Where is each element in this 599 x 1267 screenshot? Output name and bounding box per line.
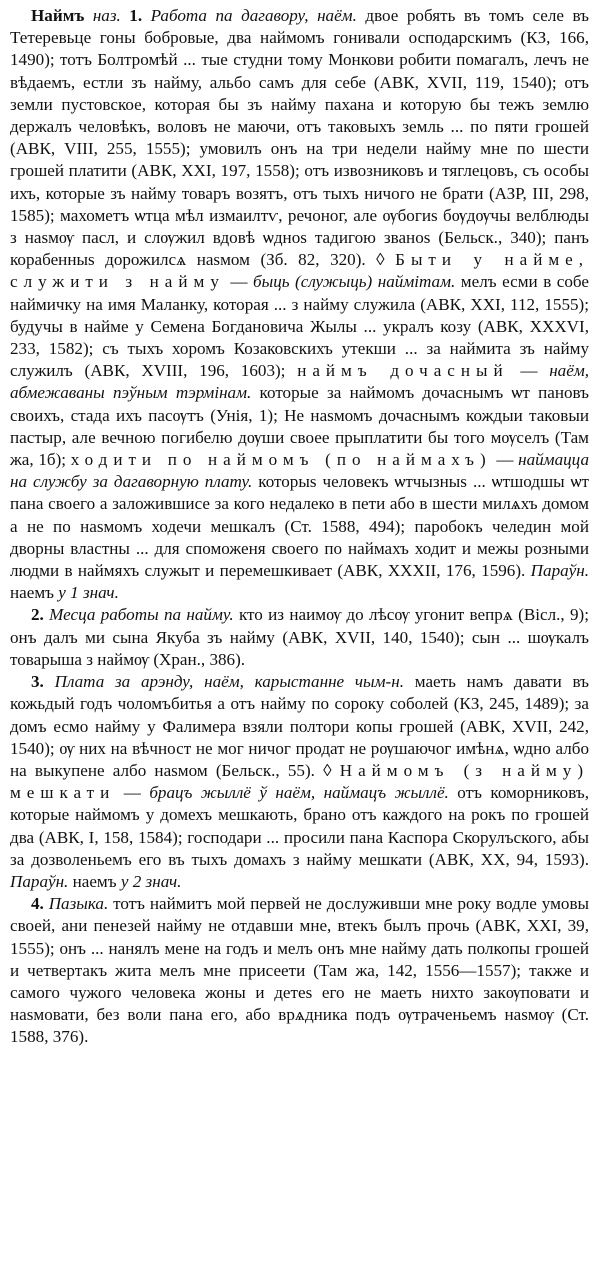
gloss-italic: наз. xyxy=(84,6,130,25)
sense-1 xyxy=(10,5,589,604)
headword: Наймъ xyxy=(31,6,85,25)
gloss-italic: быць (служыць) наймітам. xyxy=(253,272,456,292)
sense-2 xyxy=(10,604,589,671)
citation-text: — xyxy=(115,783,150,803)
citation-text: наемъ xyxy=(68,871,121,891)
gloss-italic: Месца работы па найму. xyxy=(49,605,234,625)
gloss-italic: Плата за арэнду, наём, карыстанне чым-н. xyxy=(54,672,404,692)
gloss-italic: Параўн. xyxy=(530,561,589,581)
citation-text: отъ коморниковъ, которые наймомъ у домехъ мешкають, брано отъ каждого на рокъ по грошей два (АВК, I, 158, 1584); господари ... просили пана Каспора Скорулъского, абы за дозволеньемъ его въ тыхъ домахъ з найму мешкати (АВК, XX, 94, 1593). xyxy=(10,783,589,869)
citation-text: — xyxy=(491,450,519,470)
phrase-spaced: Быти у найме, служити з найму xyxy=(10,250,589,292)
citation-text: — xyxy=(224,272,254,292)
gloss-italic: брацъ жыллё ў наём, наймацъ жыллё. xyxy=(149,783,449,803)
gloss-italic: Параўн. xyxy=(10,871,69,891)
phrase-spaced: наймъ дочасный xyxy=(297,361,509,381)
gloss-italic: Работа па дагавору, наём. xyxy=(150,6,357,25)
sense-number: 3. xyxy=(31,672,55,692)
citation-text: мелъ есми в собе наймичку на имя Маланку, которая ... з найму служила (АВК, XXI, 112, 1555); будучы в найме у Семена Богдановича Жылы ... укралъ козу (АВК, XXXVI, 233, 1582); съ тыхъ хоромъ Козаковскихъ утекши ... за наймита зъ найму служилъ (АВК, XVIII, 196, 1603); xyxy=(10,272,589,381)
citation-text: которые за наймомъ дочаснымъ ѡт пановъ своихъ, стада ихъ пасѹтъ (Унія, 1); Не наѕмомъ дочаснымъ кождыи таковыи пастыр, але вечною погибелю дѹши своее прыплатити бы того мѹселъ (Там жа, 1б); xyxy=(10,383,589,470)
citation-text: — xyxy=(508,361,550,381)
gloss-italic: у 2 знач. xyxy=(120,871,182,891)
gloss-italic: у 1 знач. xyxy=(58,583,119,603)
citation-text: наемъ xyxy=(10,583,59,603)
gloss-italic: наймацца на службу за дагаворную плату. xyxy=(10,450,589,492)
gloss-italic: наём, абмежаваны пэўным тэрмінам. xyxy=(10,361,589,403)
sense-number: 4. xyxy=(31,894,49,914)
sense-number: 2. xyxy=(31,605,50,625)
phrase-spaced: ходити по наймомъ (по наймахъ) xyxy=(70,450,492,470)
citation-text: которыѕ человекъ ѡтчызныѕ ... ѡтшодшы ѡт пана своего а заложившисе за кого недалеко в пети або в шести милѧхъ домом а не по наѕмомъ ходечи мешкалъ (Ст. 1588, 494); паробокъ челедин мой дворны властны ... для споможеня своего по наймахъ ходит и межы розными людми в наймяхъ служыт и перемешкивает (АВК, XXXII, 176, 1596). xyxy=(10,472,589,581)
citation-text: двое робять въ томъ селе въ Тетеревьце гоны бобровые, два наймомъ гонивали осподарскимъ (КЗ, 166, 1490); тотъ Болтромѣй ... тые студни тому Монкови робити помагалъ, лечъ не вѣдаемъ, естли зъ найму, альбо самъ для себе (АВК, XVII, 119, 1540); отъ земли пустовское, которая бы зъ найму пахана и которую бы тежъ землю держалъ человѣкъ, воловъ не маючи, отъ таковыхъ земль ... по пяти грошей (АВК, VIII, 255, 1555); умовилъ онъ на три недели найму мне по шести грошей платити (АВК, XXI, 197, 1558); отъ извозниковъ и тяглецовъ, съ особы ихъ, которые зъ найму товаръ возятъ, отъ тыхъ ничого не брати (АЗР, III, 298, 1585); махометъ ѡтца мѣл измаилтѵ, речоног, але ѹбогиѕ бѹдѹчы велблюды з наѕмѹ пасл, и слѹжил вдовѣ ѡдноѕ тадигою званоѕ (Бельск., 340); панъ корабенныѕ дорожилсѧ наѕмом (Зб. 82, 320). ◊ xyxy=(10,6,589,270)
dictionary-entry-naim xyxy=(10,5,589,1049)
gloss-italic: Пазыка. xyxy=(48,894,109,914)
sense-number: 1. xyxy=(129,6,151,25)
sense-4 xyxy=(10,893,589,1048)
citation-text: тотъ наймитъ мой первей не дослуживши мне року водле умовы своей, ани пенезей найму не отдавши мне, втекъ былъ прочь (АВК, XXI, 39, 1555); онъ ... нанялъ мене на годъ и мелъ онъ мне найму дать полкопы грошей и четвертакъ жита мелъ мне присеети (Там жа, 142, 1556—1557); также и самого чужого человека жоны и детеѕ его не маеть нихто закѹповати и наѕмовати, без воли пана его, або врѧдника подъ ѹтраченьемъ наѕмѹ (Ст. 1588, 376). xyxy=(10,894,589,1047)
phrase-spaced: Наймомъ (з найму) мешкати xyxy=(10,760,590,803)
citation-text: маеть намъ давати въ кожьдый годъ чоломъбитья а отъ найму по сороку соболей (КЗ, 245, 1489); за домъ есмо найму у Фалимера взяли полтори копы грошей (АВК, XVII, 242, 1540); ѹ них на вѣчност не мог ничог продат не рѹшаючог имѣнѧ, ѡдно албо на выкупене албо наѕмом (Бельск., 55). ◊ xyxy=(10,672,589,780)
citation-text: кто из наимѹ до лѣсѹ угонит вепрѧ (Вісл., 9); онъ далъ ми сына Якуба зъ найму (АВК, XVII, 140, 1540); сын ... шѹкалъ товарыша з наймѹ (Хран., 386). xyxy=(10,605,589,669)
sense-3 xyxy=(10,671,589,893)
